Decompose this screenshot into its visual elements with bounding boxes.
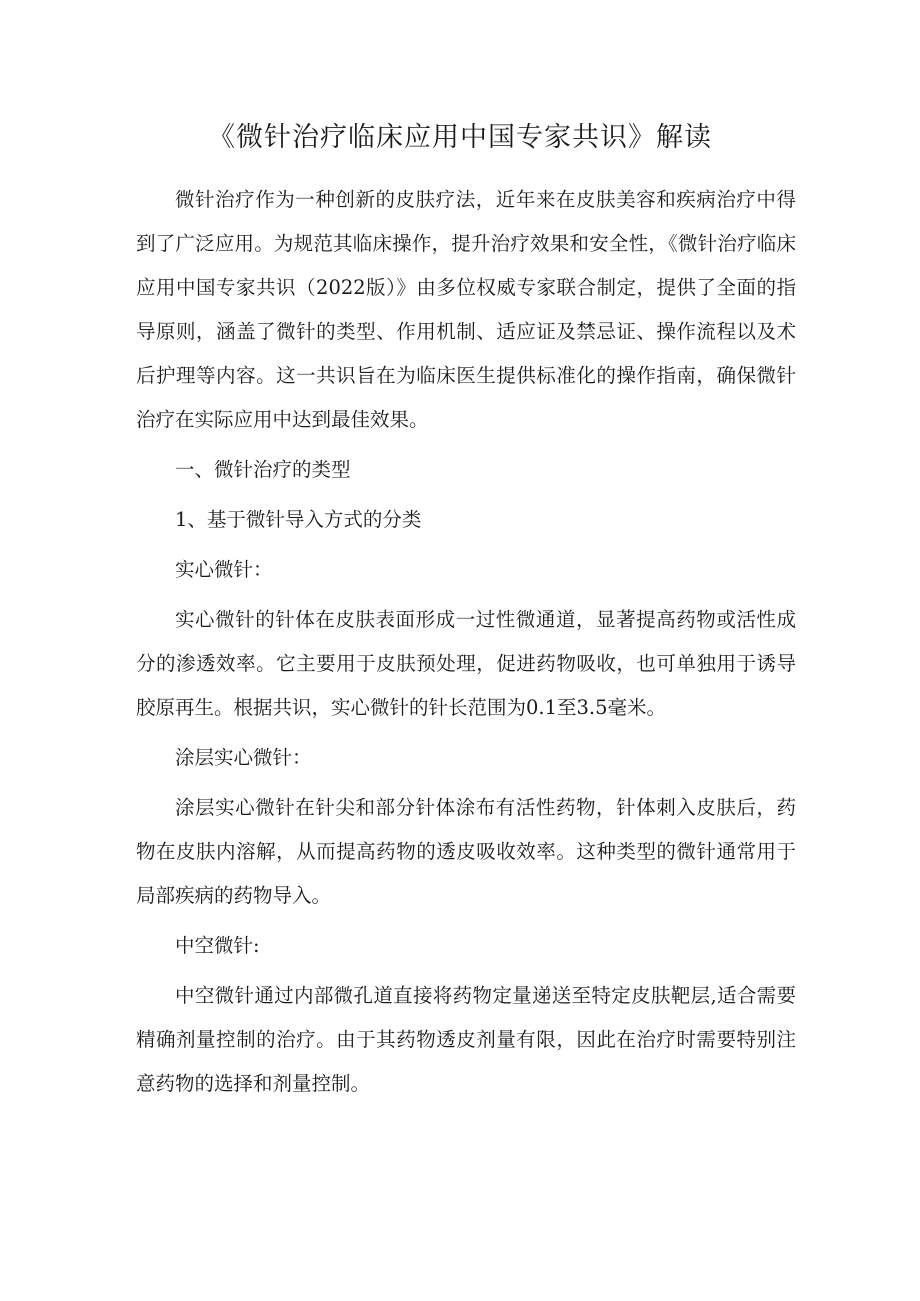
document-title: 《微针治疗临床应用中国专家共识》解读: [208, 122, 712, 153]
section-heading-types: 一、微针治疗的类型: [175, 458, 351, 481]
hollow-microneedle-paragraph: 中空微针通过内部微孔道直接将药物定量递送至特定皮肤靶层,适合需要精确剂量控制的治疗。由于其药物透皮剂量有限，因此在治疗时需要特别注意药物的选择和剂量控制。: [136, 984, 796, 1095]
coated-microneedle-paragraph: 涂层实心微针在针尖和部分针体涂布有活性药物，针体刺入皮肤后，药物在皮肤内溶解，从而提高药物的透皮吸收效率。这种类型的微针通常用于局部疾病的药物导入。: [136, 796, 796, 907]
document-body: [136, 178, 796, 1106]
subsection-heading-classification: 1、基于微针导入方式的分类: [175, 508, 422, 531]
intro-paragraph: 微针治疗作为一种创新的皮肤疗法，近年来在皮肤美容和疾病治疗中得到了广泛应用。为规范其临床操作，提升治疗效果和安全性，《微针治疗临床应用中国专家共识（2022版）》由多位权威专家联合制定，提供了全面的指导原则，涵盖了微针的类型、作用机制、适应证及禁忌证、操作流程以及术后护理等内容。这一共识旨在为临床医生提供标准化的操作指南，确保微针治疗在实际应用中达到最佳效果。: [136, 188, 796, 431]
solid-microneedle-paragraph: 实心微针的针体在皮肤表面形成一过性微通道，显著提高药物或活性成分的渗透效率。它主要用于皮肤预处理，促进药物吸收，也可单独用于诱导胶原再生。根据共识，实心微针的针长范围为0.1至3.5毫米。: [136, 608, 796, 719]
solid-microneedle-heading: 实心微针：: [175, 558, 273, 581]
hollow-microneedle-heading: 中空微针:: [175, 934, 260, 957]
coated-microneedle-heading: 涂层实心微针：: [175, 746, 312, 769]
